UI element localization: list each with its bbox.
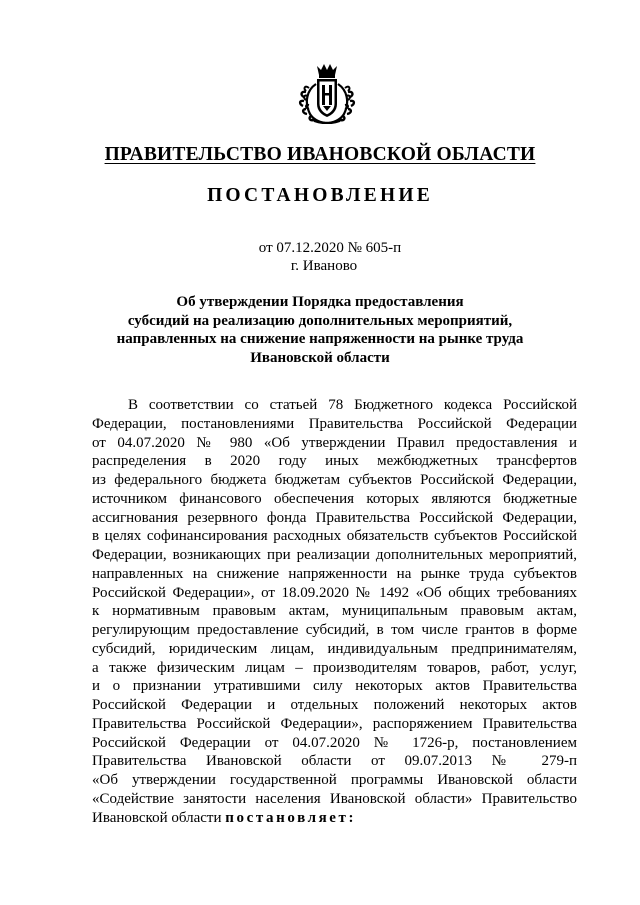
body-line: Российской Федерации», от 18.09.2020 № 1492 «Об общих требованиях [92, 584, 577, 601]
body-line: источником финансового обеспечения которых являются бюджетные [92, 490, 577, 507]
body-line: Федерации, постановлениями Правительства Российской Федерации [92, 415, 577, 432]
document-body [92, 396, 577, 827]
body-line: Федерации, возникающих при реализации дополнительных мероприятий, [92, 547, 577, 563]
body-line: распределения в 2020 году иных межбюджетных трансфертов [92, 453, 577, 470]
document-date-number: от 07.12.2020 № 605-п [258, 240, 402, 256]
body-line: в целях софинансирования расходных обязательств субъектов Российской [92, 528, 577, 545]
body-line: из федерального бюджета бюджетам субъектов Российской Федерации, [92, 472, 577, 488]
resolution-keyword: постановляет: [225, 809, 357, 826]
body-line: регулирующим предоставление субсидий, в том числе грантов в форме [92, 622, 577, 638]
subject-line: направленных на снижение напряженности на рынке труда [116, 331, 524, 347]
document-type-heading: ПОСТАНОВЛЕНИЕ [207, 185, 433, 206]
body-line: Правительства Ивановской области от 09.07.2013 № 279-п [92, 753, 577, 770]
ivanovo-coat-of-arms-icon [298, 62, 356, 124]
organization-title: ПРАВИТЕЛЬСТВО ИВАНОВСКОЙ ОБЛАСТИ [104, 144, 536, 165]
body-line: и о признании утратившими силу некоторых актов Правительства [92, 678, 577, 695]
body-line: Правительства Российской Федерации», распоряжением Правительства [92, 715, 577, 732]
body-line: «Содействие занятости населения Ивановской области» Правительство [92, 790, 577, 807]
subject-line: Ивановской области [250, 349, 390, 366]
body-line-prefix: Ивановской области [92, 809, 226, 826]
body-line: ассигнования резервного фонда Правительства Российской Федерации, [92, 509, 577, 526]
body-line: Российской Федерации и отдельных положений некоторых актов [92, 697, 577, 713]
body-line: Российской Федерации от 04.07.2020 № 1726-р, постановлением [92, 734, 577, 751]
body-line: а также физическим лицам – производителям товаров, работ, услуг, [92, 659, 577, 676]
document-subject [0, 293, 640, 367]
body-line: к нормативным правовым актам, муниципальным правовым актам, [92, 603, 577, 620]
subject-line: Об утверждении Порядка предоставления [176, 294, 464, 310]
body-last-line [92, 809, 577, 828]
body-line: «Об утверждении государственной программы Ивановской области [92, 772, 577, 788]
subject-line: субсидий на реализацию дополнительных мероприятий, [127, 312, 513, 329]
body-line: направленных на снижение напряженности на рынке труда субъектов [92, 565, 577, 582]
body-line: В соответствии со статьей 78 Бюджетного кодекса Российской [128, 397, 577, 413]
document-city: г. Иваново [290, 258, 358, 274]
body-line: от 04.07.2020 № 980 «Об утверждении Правил предоставления и [92, 434, 577, 451]
body-line: субсидий, юридическим лицам, индивидуальным предпринимателям, [92, 640, 577, 657]
